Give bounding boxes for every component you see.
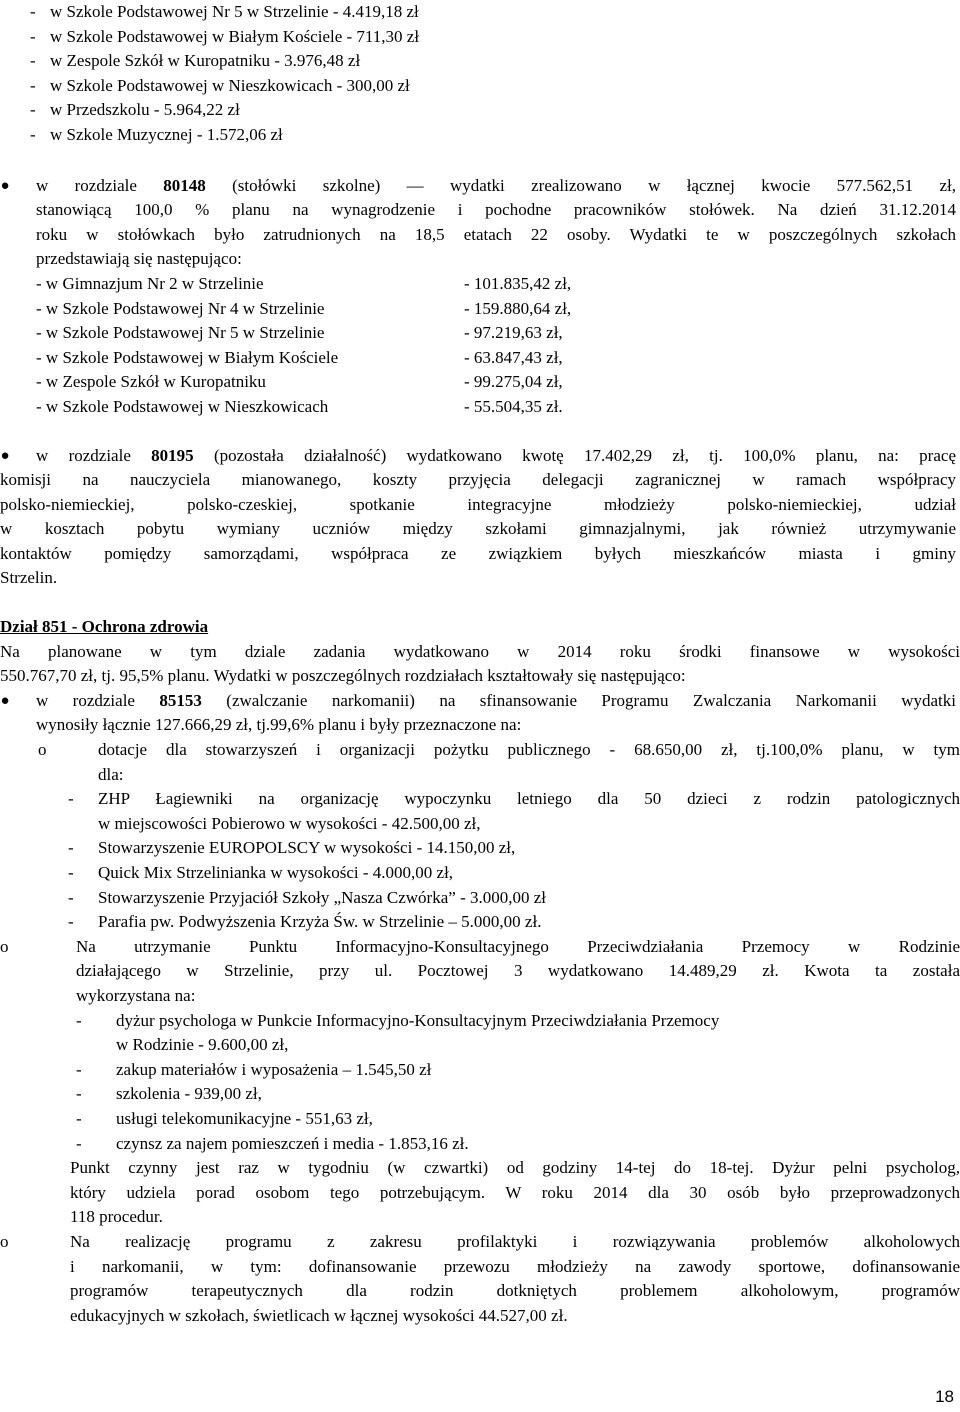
list-item: - usługi telekomunikacyjne - 551,63 zł, (76, 1108, 373, 1128)
chapter-number: 85153 (159, 690, 202, 710)
table-row: - w Gimnazjum Nr 2 w Strzelinie - 101.835,42 zł, (36, 273, 572, 293)
bullet-icon: ● (0, 447, 10, 464)
paragraph: Punkt czynny jest raz w tygodniu (w czwartki) od godziny 14-tej do 18-tej. Dyżur pelni psycholog, który udziela porad osobom tego potrzebującym. W roku 2014 dla 30 osób było przeprowadzonych 118 procedur. (70, 1158, 960, 1227)
list-item: - w Szkole Podstawowej w Nieszkowicach - 300,00 zł (30, 75, 410, 95)
paragraph: 550.767,70 zł, tj. 95,5% planu. Wydatki w poszczególnych rozdziałach kształtowały się następująco: (0, 666, 686, 686)
list-item: - Stowarzyszenie EUROPOLSCY w wysokości - 14.150,00 zł, (68, 838, 516, 858)
chapter-number: 80148 (163, 175, 206, 195)
list-item: - w Zespole Szkół w Kuropatniku - 3.976,48 zł (30, 51, 361, 71)
section-85153: ● w rozdziale 85153 (zwalczanie narkomanii) na sfinansowanie Programu Zwalczania Narkomanii wydatki wynosiły łącznie 127.666,29 zł, tj.99,6% planu i były przeznaczone na: (0, 690, 956, 735)
bullet-icon: ● (0, 692, 10, 709)
list-item: - czynsz za najem pomieszczeń i media - 1.853,16 zł. (76, 1133, 469, 1153)
list-item: - w Szkole Muzycznej - 1.572,06 zł (30, 124, 283, 144)
list-item: - szkolenia - 939,00 zł, (76, 1084, 262, 1104)
list-item: - zakup materiałów i wyposażenia – 1.545,50 zł (76, 1059, 432, 1079)
section-80195: ● w rozdziale 80195 (pozostała działalność) wydatkowano kwotę 17.402,29 zł, tj. 100,0% planu, na: pracę komisji na nauczyciela mianowanego, koszty przyjęcia delegacji zagranicznej w ramach współpracy polsko-niemieckiej, polsko-czeskiej, spotkanie integracyjne młodzieży polsko-niemieckiej, udział w kosztach pobytu wymiany uczniów między szkołami gimnazjalnymi, jak również utrzymywanie kontaktów pomiędzy samorządami, współpraca ze związkiem byłych mieszkańców miasta i gminy Strzelin. (0, 445, 956, 588)
paragraph: Na planowane w tym dziale zadania wydatkowano w 2014 roku środki finansowe w wysokości (0, 641, 960, 661)
subsection-consultation-point: o Na utrzymanie Punktu Informacyjno-Konsultacyjnego Przeciwdziałania Przemocy w Rodzinie działającego w Strzelinie, przy ul. Pocztowej 3 wydatkowano 14.489,29 zł. Kwota ta została wykorzystana na: (0, 936, 960, 1005)
list-item: - Quick Mix Strzelinianka w wysokości - 4.000,00 zł, (68, 863, 454, 882)
table-row: - w Szkole Podstawowej w Nieszkowicach - 55.504,35 zł. (36, 396, 563, 416)
list-item: - ZHP Łagiewniki na organizację wypoczynku letniego dla 50 dzieci z rodzin patologicznych (68, 789, 960, 809)
table-row: - w Szkole Podstawowej Nr 4 w Strzelinie - 159.880,64 zł, (36, 298, 572, 318)
table-row: - w Szkole Podstawowej Nr 5 w Strzelinie - 97.219,63 zł, (36, 323, 563, 343)
list-item: - w Szkole Podstawowej w Białym Kościele - 711,30 zł (30, 26, 420, 46)
section-80148: ● w rozdziale 80148 (stołówki szkolne) — wydatki zrealizowano w łącznej kwocie 577.562,51 zł, stanowiącą 100,0 % planu na wynagrodzenie i pochodne pracowników stołówek. Na dzień 31.12.2014 roku w stołówkach było zatrudnionych na 18,5 etatach 22 osoby. Wydatki te w poszczególnych szkołach przedstawiają się następująco: - w Gimnazjum Nr 2 w Strzelinie - 101.835,42 zł, - w Szkole Podstawowej Nr 4 w Strzelinie - 159.880,64 zł, - w Szkole Podstawowej Nr 5 w Strzelinie - 97.219,63 zł, - w Szkole Podstawowej w Białym Kościele - 63.847,43 zł, - w Zespole Szkół w Kuropatniku - 99.275,04 zł, - w Szkole Podstawowej w Nieszkowicach - 55.504,35 zł. (0, 174, 956, 420)
circle-bullet-icon: o (38, 740, 47, 760)
list-item-cont: w Rodzinie - 9.600,00 zł, (116, 1035, 289, 1055)
list-item: - Stowarzyszenie Przyjaciół Szkoły „Nasza Czwórka” - 3.000,00 zł (68, 887, 546, 907)
circle-bullet-icon: o (0, 936, 9, 956)
canteen-expenses-table (36, 272, 956, 420)
list-item-cont: w miejscowości Pobierowo w wysokości - 42.500,00 zł, (98, 813, 481, 833)
subsection-grants: o dotacje dla stowarzyszeń i organizacji pożytku publicznego - 68.650,00 zł, tj.100,0% planu, w tym dla: (38, 740, 960, 784)
bullet-icon: ● (0, 177, 10, 194)
page-number: 18 (935, 1387, 954, 1407)
circle-bullet-icon: o (0, 1231, 9, 1251)
list-item: - w Szkole Podstawowej Nr 5 w Strzelinie - 4.419,18 zł (30, 2, 419, 21)
list-item: - dyżur psychologa w Punkcie Informacyjno-Konsultacyjnym Przeciwdziałania Przemocy (76, 1010, 720, 1030)
subsection-alcohol-program: o Na realizację programu z zakresu profilaktyki i rozwiązywania problemów alkoholowych i narkomanii, w tym: dofinansowanie przewozu młodzieży na zawody sportowe, dofinansowanie programów terapeutycznych dla rodzin dotkniętych problemem alkoholowym, programów edukacyjnych w szkołach, świetlicach w łącznej wysokości 44.527,00 zł. (0, 1231, 960, 1325)
list-item: - w Przedszkolu - 5.964,22 zł (30, 100, 240, 120)
section-heading: Dział 851 - Ochrona zdrowia (0, 617, 209, 637)
list-item: - Parafia pw. Podwyższenia Krzyża Św. w Strzelinie – 5.000,00 zł. (68, 912, 542, 932)
chapter-number: 80195 (151, 445, 194, 465)
school-expenses-list (0, 0, 960, 148)
table-row: - w Zespole Szkół w Kuropatniku - 99.275,04 zł, (36, 372, 563, 392)
table-row: - w Szkole Podstawowej w Białym Kościele - 63.847,43 zł, (36, 347, 563, 367)
